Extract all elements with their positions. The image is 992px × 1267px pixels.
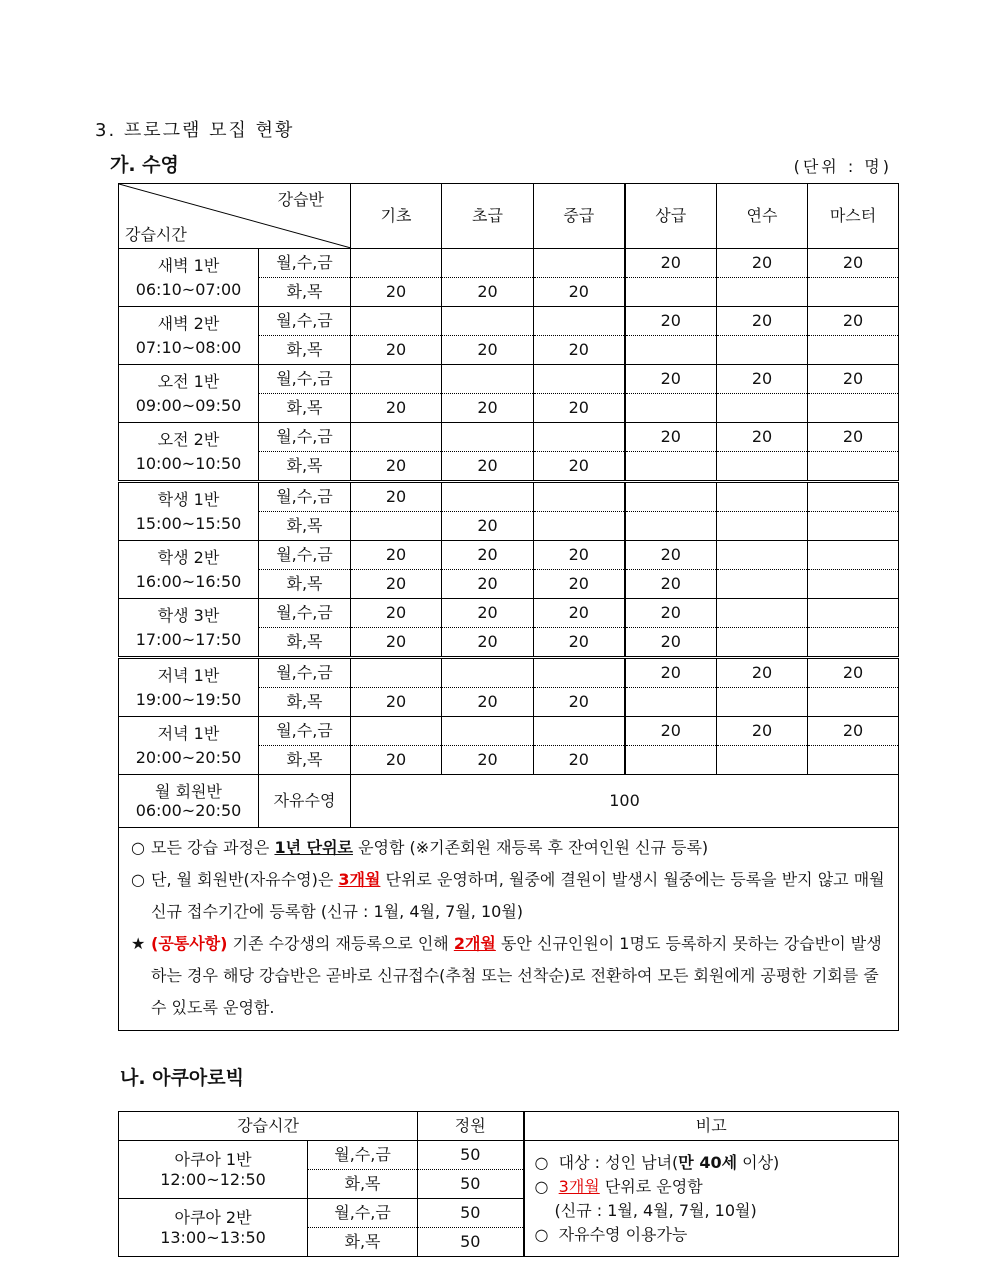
aqua-days: 화,목: [308, 1228, 418, 1257]
capacity-cell: [351, 512, 442, 541]
aqua-header-remark: 비고: [524, 1112, 899, 1141]
days-cell: 화,목: [259, 512, 351, 541]
capacity-cell: [808, 599, 899, 628]
capacity-cell: 20: [442, 336, 534, 365]
class-time: 20:00~20:50: [135, 747, 242, 767]
class-name: 오전 1반: [157, 371, 220, 391]
capacity-cell: [625, 512, 717, 541]
aqua-remark-1: ○ 대상 : 성인 남녀(만 40세 이상): [534, 1152, 780, 1172]
capacity-cell: [534, 307, 625, 336]
capacity-cell: [625, 688, 717, 717]
capacity-cell: [808, 336, 899, 365]
capacity-cell: 20: [808, 658, 899, 688]
monthly-class-name: 월 회원반: [155, 781, 222, 801]
capacity-cell: 20: [625, 599, 717, 628]
class-time: 16:00~16:50: [135, 571, 242, 591]
days-cell: 월,수,금: [259, 365, 351, 394]
capacity-cell: [625, 336, 717, 365]
class-time: 17:00~17:50: [135, 629, 242, 649]
capacity-cell: [625, 394, 717, 423]
capacity-cell: [808, 746, 899, 775]
days-cell: 월,수,금: [259, 599, 351, 628]
section-title: 3. 프로그램 모집 현황: [95, 120, 295, 141]
capacity-cell: 20: [625, 570, 717, 599]
capacity-cell: 20: [808, 365, 899, 394]
aqua-capacity: 50: [418, 1228, 524, 1257]
capacity-cell: [717, 394, 808, 423]
capacity-cell: 20: [442, 394, 534, 423]
class-time: 06:10~07:00: [135, 279, 242, 299]
capacity-cell: 20: [534, 688, 625, 717]
capacity-cell: [534, 717, 625, 746]
class-name: 학생 3반: [157, 605, 220, 625]
capacity-cell: 20: [351, 452, 442, 482]
diag-header-cell: [119, 184, 351, 249]
table-row: [119, 775, 899, 828]
class-time: 19:00~19:50: [135, 689, 242, 709]
capacity-cell: 20: [442, 688, 534, 717]
capacity-cell: [534, 423, 625, 452]
class-time-cell: [119, 307, 259, 365]
capacity-cell: [808, 688, 899, 717]
monthly-type-cell: 자유수영: [259, 775, 351, 828]
level-header: 초급: [442, 184, 534, 249]
table-row: [119, 249, 899, 278]
monthly-capacity-cell: 100: [351, 775, 899, 828]
days-cell: 월,수,금: [259, 249, 351, 278]
notes-cell: [119, 828, 899, 1031]
class-name: 저녁 1반: [157, 723, 220, 743]
days-cell: 화,목: [259, 570, 351, 599]
aqua-remark-2: ○ 3개월 단위로 운영함: [534, 1176, 703, 1196]
capacity-cell: [717, 452, 808, 482]
capacity-cell: [717, 628, 808, 658]
unit-label: (단위 : 명): [793, 157, 892, 176]
aqua-days: 월,수,금: [308, 1141, 418, 1170]
capacity-cell: [625, 278, 717, 307]
class-name: 새벽 1반: [157, 255, 220, 275]
aqua-header-time: 강습시간: [119, 1112, 418, 1141]
level-header: 연수: [717, 184, 808, 249]
days-cell: 월,수,금: [259, 482, 351, 512]
capacity-cell: 20: [808, 717, 899, 746]
days-cell: 월,수,금: [259, 307, 351, 336]
capacity-cell: 20: [625, 628, 717, 658]
class-name: 학생 1반: [157, 489, 220, 509]
capacity-cell: 20: [351, 570, 442, 599]
class-time-cell: [119, 365, 259, 423]
aqua-table: [118, 1111, 899, 1257]
capacity-cell: [808, 482, 899, 512]
days-cell: 화,목: [259, 688, 351, 717]
table-row: [119, 541, 899, 570]
aqua-class-name: 아쿠아 1반: [174, 1150, 252, 1170]
capacity-cell: 20: [717, 423, 808, 452]
capacity-cell: 20: [351, 688, 442, 717]
capacity-cell: [534, 658, 625, 688]
class-name: 새벽 2반: [157, 313, 220, 333]
capacity-cell: [717, 688, 808, 717]
class-time-cell: [119, 423, 259, 482]
capacity-cell: [717, 541, 808, 570]
capacity-cell: 20: [625, 658, 717, 688]
class-time: 15:00~15:50: [135, 513, 242, 533]
level-header: 기초: [351, 184, 442, 249]
capacity-cell: [808, 452, 899, 482]
capacity-cell: 20: [534, 628, 625, 658]
capacity-cell: 20: [534, 394, 625, 423]
capacity-cell: 20: [534, 452, 625, 482]
capacity-cell: 20: [351, 628, 442, 658]
aqua-remark-3: (신규 : 1월, 4월, 7월, 10월): [554, 1200, 757, 1220]
capacity-cell: 20: [442, 628, 534, 658]
capacity-cell: [717, 278, 808, 307]
capacity-cell: 20: [442, 541, 534, 570]
capacity-cell: [717, 512, 808, 541]
capacity-cell: 20: [534, 599, 625, 628]
aqua-class-time: 13:00~13:50: [160, 1227, 266, 1247]
capacity-cell: [351, 307, 442, 336]
capacity-cell: 20: [717, 307, 808, 336]
days-cell: 화,목: [259, 452, 351, 482]
level-header: 상급: [625, 184, 717, 249]
header-time-label: 강습시간: [125, 224, 187, 244]
aqua-capacity: 50: [418, 1141, 524, 1170]
capacity-cell: [351, 658, 442, 688]
capacity-cell: [808, 512, 899, 541]
capacity-cell: 20: [717, 249, 808, 278]
capacity-cell: [534, 249, 625, 278]
class-time-cell: [119, 541, 259, 599]
days-cell: 월,수,금: [259, 541, 351, 570]
days-cell: 화,목: [259, 336, 351, 365]
aqua-class-time: 12:00~12:50: [160, 1169, 266, 1189]
capacity-cell: [717, 746, 808, 775]
capacity-cell: 20: [534, 278, 625, 307]
table-row: [119, 1141, 899, 1170]
capacity-cell: [442, 482, 534, 512]
capacity-cell: [442, 423, 534, 452]
aqua-header-row: [119, 1112, 899, 1141]
capacity-cell: [442, 658, 534, 688]
class-time: 07:10~08:00: [135, 337, 242, 357]
table-row: [119, 717, 899, 746]
capacity-cell: [717, 570, 808, 599]
aqua-capacity: 50: [418, 1170, 524, 1199]
class-name: 학생 2반: [157, 547, 220, 567]
table-row: [119, 482, 899, 512]
capacity-cell: 20: [351, 599, 442, 628]
level-header: 마스터: [808, 184, 899, 249]
capacity-cell: [442, 249, 534, 278]
capacity-cell: 20: [625, 365, 717, 394]
table-row: [119, 307, 899, 336]
capacity-cell: [717, 336, 808, 365]
monthly-class-cell: [119, 775, 259, 828]
table-row: [119, 658, 899, 688]
swim-table: [118, 183, 899, 1031]
table-row: [119, 599, 899, 628]
capacity-cell: 20: [808, 249, 899, 278]
capacity-cell: [808, 541, 899, 570]
aqua-days: 화,목: [308, 1170, 418, 1199]
days-cell: 화,목: [259, 746, 351, 775]
capacity-cell: 20: [351, 278, 442, 307]
capacity-cell: 20: [625, 717, 717, 746]
notes-row: [119, 828, 899, 1031]
capacity-cell: 20: [717, 365, 808, 394]
capacity-cell: 20: [717, 717, 808, 746]
header-class-label: 강습반: [277, 190, 324, 209]
days-cell: 월,수,금: [259, 717, 351, 746]
capacity-cell: [808, 394, 899, 423]
capacity-cell: [808, 570, 899, 599]
days-cell: 화,목: [259, 278, 351, 307]
capacity-cell: [534, 365, 625, 394]
aqua-header-capacity: 정원: [418, 1112, 524, 1141]
capacity-cell: [717, 482, 808, 512]
class-time-cell: [119, 717, 259, 775]
class-time: 09:00~09:50: [135, 395, 242, 415]
table-row: [119, 423, 899, 452]
table-row: [119, 365, 899, 394]
note-2: ○ 단, 월 회원반(자유수영)은 3개월 단위로 운영하며, 월중에 결원이 발생시 월중에는 등록을 받지 않고 매월 신규 접수기간에 등록함 (신규 : 1월, 4월, 7월, 10월): [131, 870, 885, 921]
capacity-cell: 20: [351, 482, 442, 512]
monthly-class-time: 06:00~20:50: [135, 801, 242, 820]
capacity-cell: [625, 482, 717, 512]
capacity-cell: 20: [351, 336, 442, 365]
class-name: 오전 2반: [157, 429, 220, 449]
capacity-cell: 20: [534, 541, 625, 570]
capacity-cell: [717, 599, 808, 628]
aqua-class-cell: [119, 1199, 308, 1257]
class-name: 저녁 1반: [157, 665, 220, 685]
capacity-cell: 20: [442, 599, 534, 628]
capacity-cell: [442, 307, 534, 336]
capacity-cell: 20: [808, 423, 899, 452]
capacity-cell: 20: [442, 746, 534, 775]
capacity-cell: [351, 365, 442, 394]
capacity-cell: 20: [717, 658, 808, 688]
capacity-cell: 20: [534, 336, 625, 365]
swim-header-row: [119, 184, 899, 249]
capacity-cell: [442, 717, 534, 746]
capacity-cell: [351, 423, 442, 452]
class-time-cell: [119, 658, 259, 717]
aqua-class-name: 아쿠아 2반: [174, 1208, 252, 1228]
aqua-title: 나. 아쿠아로빅: [120, 1067, 244, 1089]
aqua-days: 월,수,금: [308, 1199, 418, 1228]
capacity-cell: [351, 717, 442, 746]
capacity-cell: 20: [625, 423, 717, 452]
class-time: 10:00~10:50: [135, 453, 242, 473]
capacity-cell: [351, 249, 442, 278]
capacity-cell: [534, 482, 625, 512]
class-time-cell: [119, 482, 259, 541]
capacity-cell: 20: [351, 541, 442, 570]
capacity-cell: 20: [625, 541, 717, 570]
capacity-cell: [808, 278, 899, 307]
capacity-cell: [625, 746, 717, 775]
class-time-cell: [119, 599, 259, 658]
capacity-cell: [442, 365, 534, 394]
capacity-cell: [808, 628, 899, 658]
capacity-cell: 20: [351, 746, 442, 775]
capacity-cell: 20: [534, 570, 625, 599]
days-cell: 화,목: [259, 628, 351, 658]
class-time-cell: [119, 249, 259, 307]
capacity-cell: 20: [442, 278, 534, 307]
capacity-cell: [625, 452, 717, 482]
level-header: 중급: [534, 184, 625, 249]
capacity-cell: 20: [534, 746, 625, 775]
note-1: ○ 모든 강습 과정은 1년 단위로 운영함 (※기존회원 재등록 후 잔여인원 신규 등록): [131, 838, 709, 857]
aqua-capacity: 50: [418, 1199, 524, 1228]
days-cell: 화,목: [259, 394, 351, 423]
days-cell: 월,수,금: [259, 658, 351, 688]
capacity-cell: 20: [808, 307, 899, 336]
capacity-cell: 20: [625, 307, 717, 336]
capacity-cell: 20: [351, 394, 442, 423]
swim-title: 가. 수영: [110, 154, 179, 176]
capacity-cell: 20: [442, 452, 534, 482]
note-3: ★ (공통사항) 기존 수강생의 재등록으로 인해 2개월 동안 신규인원이 1명도 등록하지 못하는 강습반이 발생하는 경우 해당 강습반은 곧바로 신규접수(추첨 또는 선착순)로 전환하여 모든 회원에게 공평한 기회를 줄 수 있도록 운영함.: [131, 934, 882, 1017]
days-cell: 월,수,금: [259, 423, 351, 452]
capacity-cell: [534, 512, 625, 541]
capacity-cell: 20: [625, 249, 717, 278]
capacity-cell: 20: [442, 570, 534, 599]
aqua-remark-cell: [524, 1141, 899, 1257]
aqua-class-cell: [119, 1141, 308, 1199]
aqua-remark-4: ○ 자유수영 이용가능: [534, 1224, 688, 1244]
capacity-cell: 20: [442, 512, 534, 541]
